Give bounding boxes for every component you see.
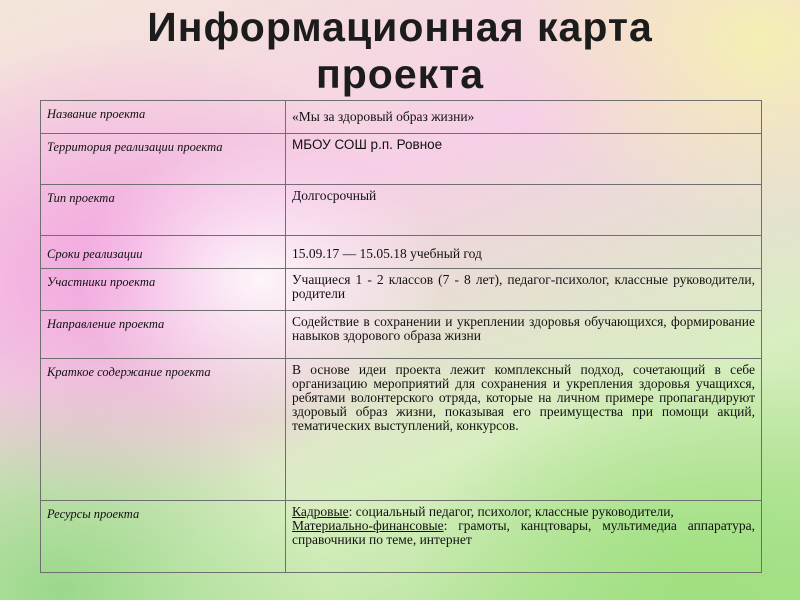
row-value-summary: В основе идеи проекта лежит комплексный подход, сочетающий в себе организацию мероприятий для сохранения и укрепления здоровья учащихся, ребятами волонтерского отряда, которые на личном примере пропагандируют здоровый образ жизни, показывая его преимущества при помощи акций, тематических выступлений, конкурсов. [286,359,762,501]
table-row [41,236,762,269]
row-value-direction: Содействие в сохранении и укреплении здоровья обучающихся, формирование навыков здорового образа жизни [286,311,762,359]
project-info-table [40,100,762,573]
resources-staff-value: : социальный педагог, психолог, классные руководители, [348,504,674,519]
table-row [41,134,762,185]
table-row [41,311,762,359]
page-title-line-2: проекта [315,51,485,97]
resources-staff-label: Кадровые [292,504,349,519]
row-value-type: Долгосрочный [286,185,762,236]
row-value-dates: 15.09.17 — 15.05.18 учебный год [286,236,762,269]
table-row [41,101,762,134]
row-value-territory: МБОУ СОШ р.п. Ровное [286,134,762,185]
resources-material-value: : грамоты, канцтовары, мультимедиа аппаратура, справочники по теме, интернет [292,518,755,547]
row-label-direction: Направление проекта [41,311,286,359]
table-row [41,185,762,236]
row-label-project-name: Название проекта [41,101,286,134]
page-title [0,4,800,98]
row-label-territory: Территория реализации проекта [41,134,286,185]
row-label-participants: Участники проекта [41,269,286,311]
table-row [41,359,762,501]
row-value-resources [286,501,762,573]
page-title-line-1: Информационная карта [147,4,653,50]
row-value-participants: Учащиеся 1 - 2 классов (7 - 8 лет), педагог-психолог, классные руководители, родители [286,269,762,311]
row-label-resources: Ресурсы проекта [41,501,286,573]
table-row [41,501,762,573]
resources-material-label: Материально-финансовые [292,518,444,533]
table-row [41,269,762,311]
row-label-type: Тип проекта [41,185,286,236]
row-label-summary: Краткое содержание проекта [41,359,286,501]
row-value-project-name: «Мы за здоровый образ жизни» [286,101,762,134]
row-label-dates: Сроки реализации [41,236,286,269]
